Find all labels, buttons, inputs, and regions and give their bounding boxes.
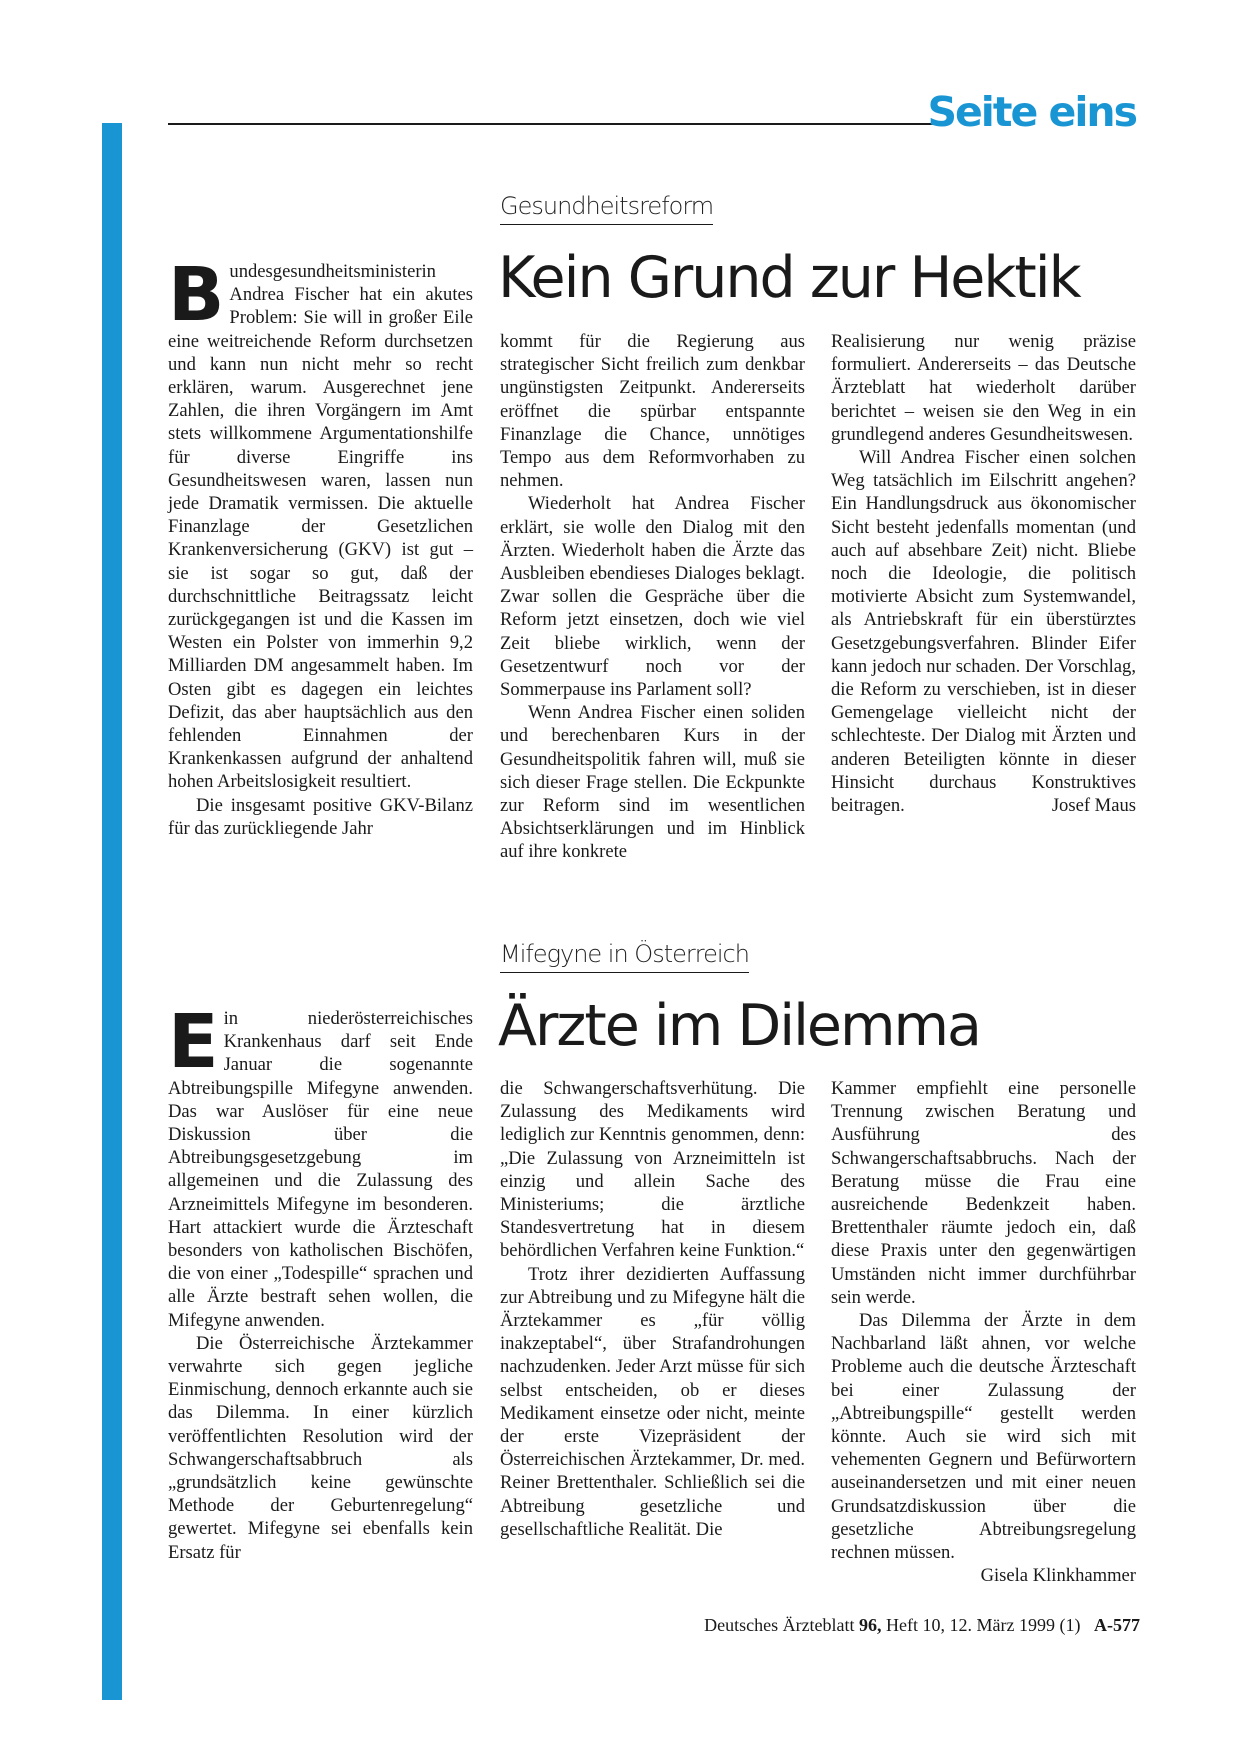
author-byline: Gisela Klinkhammer: [980, 1565, 1136, 1587]
article-headline: Ärzte im Dilemma: [498, 993, 980, 1059]
paragraph: Kammer empfiehlt eine personelle Trennung zwischen Beratung und Ausführung des Schwangerschaftsabbruchs. Nach der Beratung müsse die Frau eine ausreichende Bedenkzeit haben. Brettenthaler räumte jedoch ein, daß diese Praxis unter den gegenwärtigen Umständen nicht immer durchführbar sein werde.: [831, 1078, 1136, 1308]
paragraph: Die Österreichische Ärztekammer verwahrte sich gegen jegliche Einmischung, dennoch erkannte auch sie das Dilemma. In einer kürzlich veröffentlichten Resolution wird der Schwangerschaftsabbruch als „grundsätzlich keine gewünschte Methode der Geburtenregelung“ gewertet. Mifegyne sei ebenfalls kein Ersatz für: [168, 1332, 473, 1563]
paragraph: in niederösterreichisches Krankenhaus darf seit Ende Januar die sogenannte Abtreibungspille Mifegyne anwenden. Das war Auslöser für eine neue Diskussion über die Abtreibungsgesetzgebung im allgemeinen und die Zulassung des Arzneimittels Mifegyne im besonderen. Hart attackiert wurde die Ärzteschaft besonders von katholischen Bischöfen, die von einer „Todespille“ sprachen und alle Ärzte bestraft sehen wollen, die Mifegyne anwenden.: [168, 1008, 473, 1331]
paragraph-text: Das Dilemma der Ärzte in dem Nachbarland läßt ahnen, vor welche Probleme auch die deutsche Ärzteschaft bei einer Zulassung der „Abtreibungspille“ gestellt werden könnte. Auch sie wird sich mit vehementen Gegnern und Befürwortern auseinandersetzen und mit einer neuen Grundsatzdiskussion über die gesetzliche Abtreibungsregelung rechnen müssen.: [831, 1310, 1136, 1564]
top-rule: [168, 123, 933, 125]
article-rubric: Gesundheitsreform: [500, 193, 713, 225]
paragraph: Wiederholt hat Andrea Fischer erklärt, sie wolle den Dialog mit den Ärzten. Wiederholt haben die Ärzte das Ausbleiben ebendieses Dialoges beklagt. Zwar sollen die Gespräche über die Reform jetzt einsetzen, doch wie viel Zeit bliebe wirklich, wenn der Gesetzentwurf noch vor der Sommerpause ins Parlament soll?: [500, 493, 805, 701]
drop-cap: B: [168, 252, 225, 338]
journal-name: Deutsches Ärzteblatt: [704, 1615, 855, 1635]
article-column-3: [831, 330, 1136, 817]
page-footer: [704, 1615, 1140, 1636]
accent-side-bar: [102, 123, 122, 1700]
section-title: Seite eins: [927, 88, 1136, 136]
article-column-1: [168, 252, 473, 840]
page-number: A-577: [1094, 1615, 1140, 1635]
paragraph-text: Will Andrea Fischer einen solchen Weg tatsächlich im Eilschritt angehen? Ein Handlungsdruck aus ökonomischer Sicht besteht jedenfalls momentan (und auch auf absehbare Zeit) nicht. Bliebe noch die Ideologie, die politisch motivierte Absicht zum Systemwandel, als Antriebskraft für ein überstürztes Gesetzgebungsverfahren. Blinder Eifer kann jedoch nur schaden. Der Vorschlag, die Reform zu verschieben, ist in dieser Gemengelage vielleicht nicht der schlechteste. Der Dialog mit Ärzten und anderen Beteiligten könnte in dieser Hinsicht durchaus Konstruktives beitragen.: [831, 447, 1136, 817]
issue-date: Heft 10, 12. März 1999 (1): [886, 1615, 1081, 1635]
journal-volume: 96,: [859, 1615, 882, 1635]
article-column-3: [831, 1077, 1136, 1587]
article-column-2: [500, 1077, 805, 1541]
author-byline: Josef Maus: [1051, 795, 1136, 817]
paragraph: undesgesundheitsministerin Andrea Fischer hat ein akutes Problem: Sie will in großer Eile eine weitreichende Reform durchsetzen und kann nun nicht mehr so recht erklären, warum. Ausgerechnet jene Zahlen, die ihren Vorgängern im Amt stets willkommene Argumentationshilfe für diverse Eingriffe ins Gesundheitswesen waren, lassen nun jede Dramatik vermissen. Die aktuelle Finanzlage der Gesetzlichen Krankenversicherung (GKV) ist gut – sie ist sogar so gut, daß der durchschnittliche Beitragssatz leicht zurückgegangen ist und die Kassen im Westen ein Polster von immerhin 9,2 Milliarden DM angesammelt haben. Im Osten gibt es dagegen ein leichtes Defizit, das aber hauptsächlich aus den fehlenden Einnahmen der Krankenkassen aufgrund der anhaltend hohen Arbeitslosigkeit resultiert.: [168, 261, 473, 793]
article-column-1: [168, 999, 473, 1564]
paragraph: Die insgesamt positive GKV-Bilanz für das zurückliegende Jahr: [168, 794, 473, 839]
paragraph: [831, 1309, 1136, 1587]
paragraph: Wenn Andrea Fischer einen soliden und berechenbaren Kurs in der Gesundheitspolitik fahren will, muß sie sich dieser Frage stellen. Die Eckpunkte zur Reform sind im wesentlichen Absichtserklärungen und im Hinblick auf ihre konkrete: [500, 702, 805, 863]
article-column-2: [500, 330, 805, 864]
article-rubric: Mifegyne in Österreich: [500, 941, 749, 973]
paragraph: [831, 446, 1136, 817]
paragraph: die Schwangerschaftsverhütung. Die Zulassung des Medikaments wird lediglich zur Kenntnis genommen, denn: „Die Zulassung von Arzneimitteln ist einzig und allein Sache des Ministeriums; die ärztliche Standesvertretung hat in diesem behördlichen Verfahren keine Funktion.“: [500, 1078, 805, 1262]
article-headline: Kein Grund zur Hektik: [498, 245, 1080, 311]
paragraph: Trotz ihrer dezidierten Auffassung zur Abtreibung und zu Mifegyne hält die Ärztekammer es „für völlig inakzeptabel“, über Strafandrohungen nachzudenken. Jeder Arzt müsse für sich selbst entscheiden, ob er dieses Medikament einsetze oder nicht, meinte der erste Vizepräsident der Österreichischen Ärztekammer, Dr. med. Reiner Brettenthaler. Schließlich sei die Abtreibung gesetzliche und gesellschaftliche Realität. Die: [500, 1263, 805, 1540]
paragraph: Realisierung nur wenig präzise formuliert. Andererseits – das Deutsche Ärzteblatt hat wiederholt darüber berichtet – weisen sie den Weg in ein grundlegend anderes Gesundheitswesen.: [831, 331, 1136, 445]
drop-cap: E: [168, 999, 219, 1085]
paragraph: kommt für die Regierung aus strategischer Sicht freilich zum denkbar ungünstigsten Zeitpunkt. Andererseits eröffnet die spürbar entspannte Finanzlage die Chance, unnötiges Tempo aus dem Reformvorhaben zu nehmen.: [500, 331, 805, 492]
